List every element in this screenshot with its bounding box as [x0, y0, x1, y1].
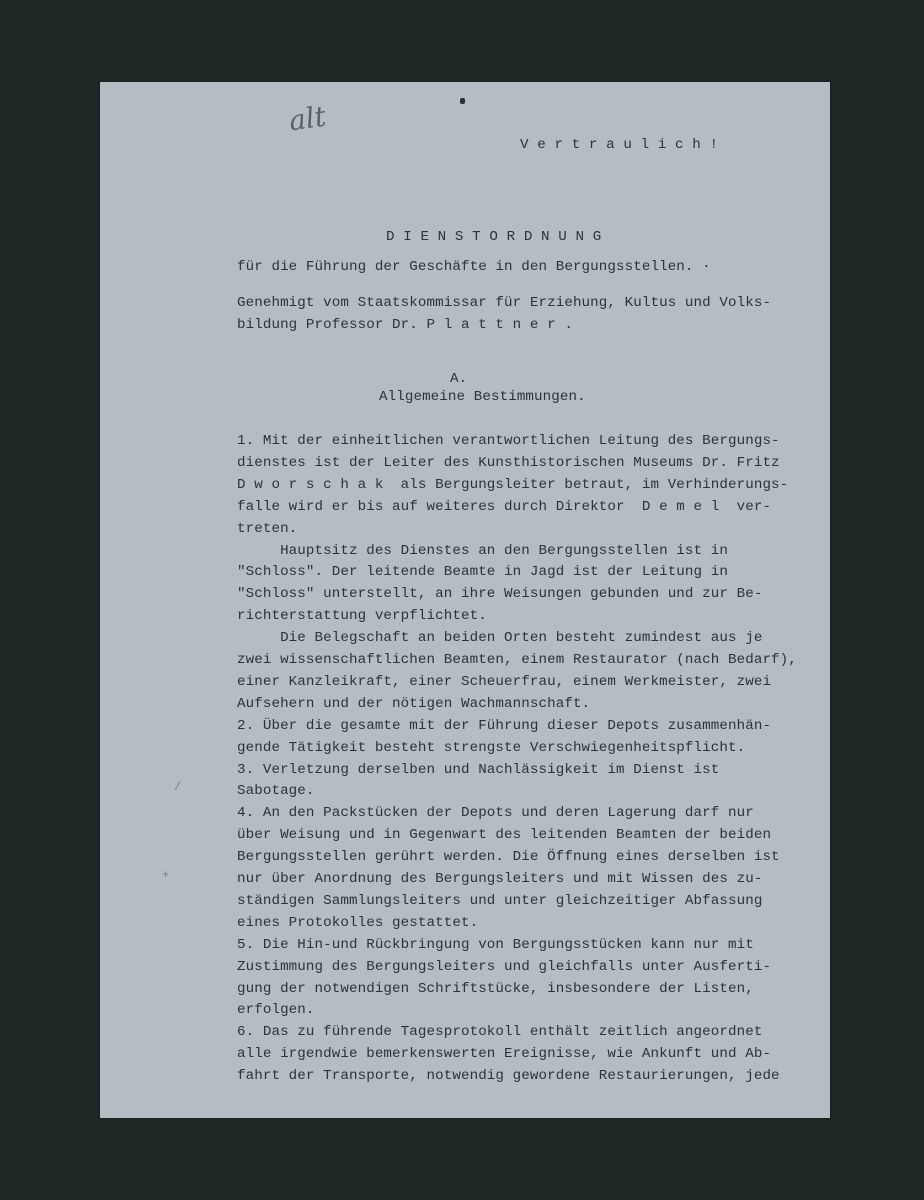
body-line: Aufsehern und der nötigen Wachmannschaft. — [237, 695, 591, 712]
handwritten-note: alt — [286, 99, 329, 138]
body-line: Die Belegschaft an beiden Orten besteht zumindest aus je — [237, 630, 763, 647]
ink-dot — [460, 98, 465, 104]
body-line: "Schloss". Der leitende Beamte in Jagd ist der Leitung in — [237, 564, 728, 581]
body-line: Bergungsstellen gerührt werden. Die Öffnung eines derselben ist — [237, 849, 780, 866]
body-line: 1. Mit der einheitlichen verantwortlichen Leitung des Bergungs- — [237, 433, 780, 449]
body-line: Sabotage. — [237, 783, 315, 800]
body-line: 5. Die Hin-und Rückbringung von Bergungsstücken kann nur mit — [237, 936, 754, 953]
body-line: gung der notwendigen Schriftstücke, insbesondere der Listen, — [237, 980, 754, 997]
body-line: dienstes ist der Leiter des Kunsthistorischen Museums Dr. Fritz — [237, 454, 780, 471]
approval-line-2: bildung Professor Dr. P l a t t n e r . — [237, 317, 573, 333]
body-line: zwei wissenschaftlichen Beamten, einem Restaurator (nach Bedarf), — [237, 652, 797, 668]
body-line: ständigen Sammlungsleiters und unter gleichzeitiger Abfassung — [237, 892, 763, 909]
document-subtitle: für die Führung der Geschäfte in den Bergungsstellen. · — [237, 259, 711, 275]
body-line: richterstattung verpflichtet. — [237, 608, 487, 625]
body-line: Hauptsitz des Dienstes an den Bergungsstellen ist in — [237, 542, 728, 559]
approval-line-1: Genehmigt vom Staatskommissar für Erziehung, Kultus und Volks- — [237, 295, 772, 311]
confidential-label: V e r t r a u l i c h ! — [520, 137, 719, 153]
body-line: über Weisung und in Gegenwart des leitenden Beamten der beiden — [237, 827, 772, 844]
document-page — [100, 82, 830, 1118]
section-title: Allgemeine Bestimmungen. — [379, 389, 586, 405]
document-title: D I E N S T O R D N U N G — [386, 229, 602, 245]
body-line: 4. An den Packstücken der Depots und deren Lagerung darf nur — [237, 805, 754, 822]
body-line: "Schloss" unterstellt, an ihre Weisungen gebunden und zur Be- — [237, 586, 763, 603]
body-line: erfolgen. — [237, 1002, 315, 1019]
body-line: 2. Über die gesamte mit der Führung dieser Depots zusammenhän- — [237, 717, 772, 734]
body-line: falle wird er bis auf weiteres durch Direktor D e m e l ver- — [237, 498, 772, 515]
margin-mark-slash: / — [174, 780, 182, 794]
body-line: alle irgendwie bemerkenswerten Ereignisse, wie Ankunft und Ab- — [237, 1046, 772, 1063]
body-line: gende Tätigkeit besteht strengste Verschwiegenheitspflicht. — [237, 739, 746, 756]
body-line: D w o r s c h a k als Bergungsleiter betraut, im Verhinderungs- — [237, 476, 789, 493]
body-line: 3. Verletzung derselben und Nachlässigkeit im Dienst ist — [237, 761, 720, 778]
faint-stamp — [171, 94, 276, 123]
body-line: treten. — [237, 520, 298, 537]
body-line: nur über Anordnung des Bergungsleiters und mit Wissen des zu- — [237, 871, 763, 887]
body-line: Zustimmung des Bergungsleiters und gleichfalls unter Ausferti- — [237, 958, 772, 975]
body-line: 6. Das zu führende Tagesprotokoll enthält zeitlich angeordnet — [237, 1024, 763, 1041]
body-line: einer Kanzleikraft, einer Scheuerfrau, einem Werkmeister, zwei — [237, 673, 772, 690]
body-line: eines Protokolles gestattet. — [237, 914, 479, 931]
section-letter: A. — [450, 371, 468, 387]
body-line: fahrt der Transporte, notwendig gewordene Restaurierungen, jede — [237, 1068, 780, 1085]
margin-mark-plus: + — [162, 868, 170, 882]
